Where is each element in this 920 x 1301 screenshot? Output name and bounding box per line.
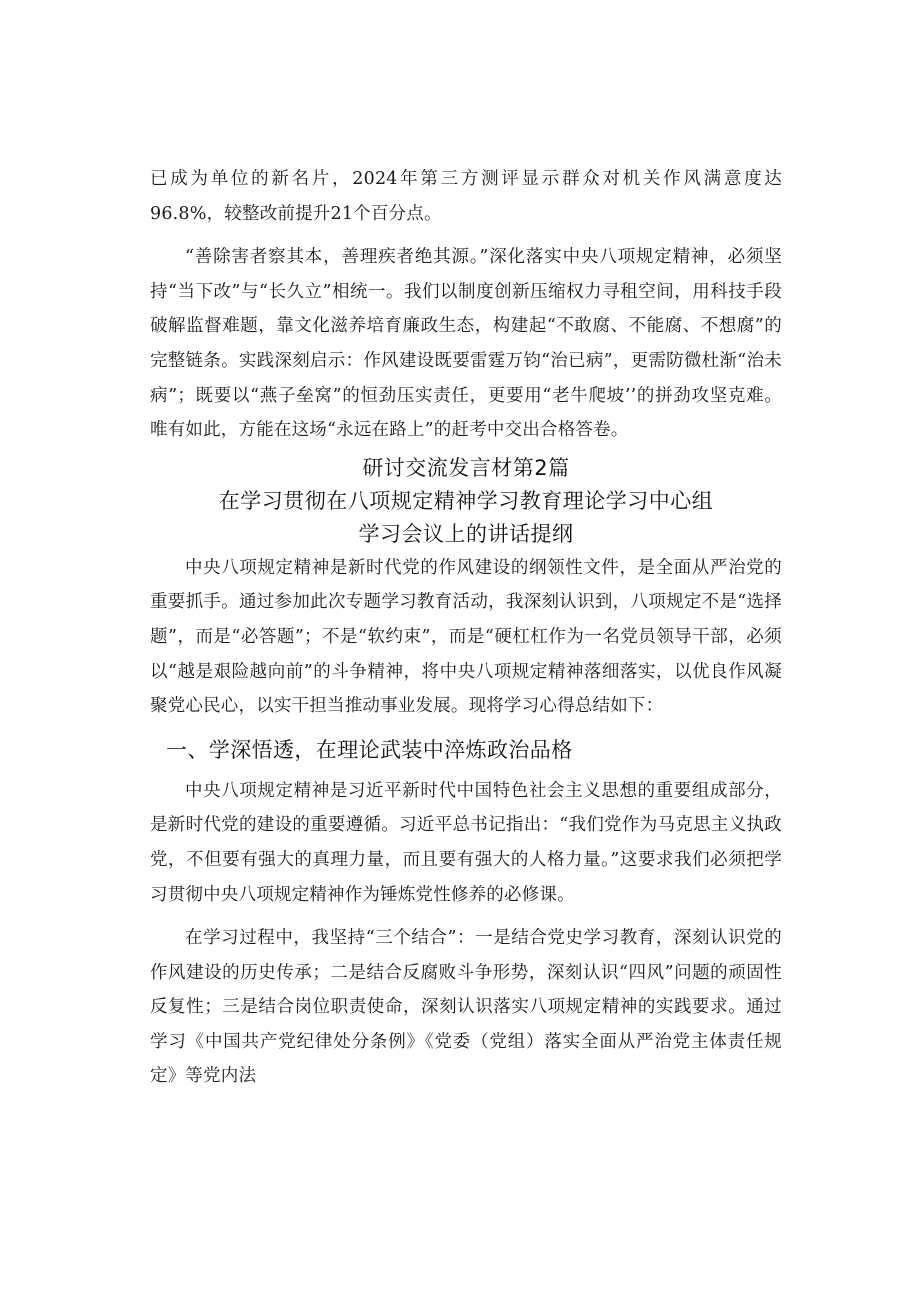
section-paragraph: 在学习过程中，我坚持“三个结合”：一是结合党史学习教育，深刻认识党的作风建设的历史传承；二是结合反腐败斗争形势，深刻认识“四风”问题的顽固性反复性；三是结合岗位职责使命，深刻认识落实八项规定精神的实践要求。通过学习《中国共产党纪律处分条例》《党委（党组）落实全面从严治党主体责任规定》等党内法 — [150, 928, 782, 1087]
article-title-line2: 学习会议上的讲话提纲 — [358, 521, 574, 546]
continued-paragraph: 已成为单位的新名片，2024年第三方测评显示群众对机关作风满意度达96.8%，较整改前提升21个百分点。 — [150, 169, 782, 224]
section-title: 一、学深悟透，在理论武装中淬炼政治品格 — [166, 737, 573, 762]
intro-paragraph: 中央八项规定精神是新时代党的作风建设的纲领性文件，是全面从严治党的重要抓手。通过参加此次专题学习教育活动，我深刻认识到，八项规定不是“选择题”，而是“必答题”；不是“软约束”，而是“硬杠杠作为一名党员领导干部，必须以“越是艰险越向前”的斗争精神，将中央八项规定精神落细落实，以优良作风凝聚党心民心，以实干担当推动事业发展。现将学习心得总结如下： — [150, 557, 782, 717]
article-heading-part: 研讨交流发言材第2篇 — [362, 455, 570, 480]
document-body — [150, 162, 782, 1094]
section-paragraph: 中央八项规定精神是习近平新时代中国特色社会主义思想的重要组成部分，是新时代党的建设的重要遵循。习近平总书记指出：“我们党作为马克思主义执政党，不但要有强大的真理力量，而且要有强大的人格力量。”这要求我们必须把学习贯彻中央八项规定精神作为锤炼党性修养的必修课。 — [150, 780, 782, 905]
article-title-line1: 在学习贯彻在八项规定精神学习教育理论学习中心组 — [218, 488, 714, 513]
summary-paragraph: “善除害者察其本，善理疾者绝其源。”深化落实中央八项规定精神，必须坚持“当下改”与“长久立”相统一。我们以制度创新压缩权力寻租空间，用科技手段破解监督难题，靠文化滋养培育廉政生态，构建起“不敢腐、不能腐、不想腐”的完整链条。实践深刻启示：作风建设既要雷霆万钧“治已病”，更需防微杜渐“治未病”；既要以“燕子垒窝”的恒劲压实责任，更要用“老牛爬坡’’的拼劲攻坚克难。唯有如此，方能在这场“永远在路上”的赶考中交出合格答卷。 — [150, 247, 782, 441]
